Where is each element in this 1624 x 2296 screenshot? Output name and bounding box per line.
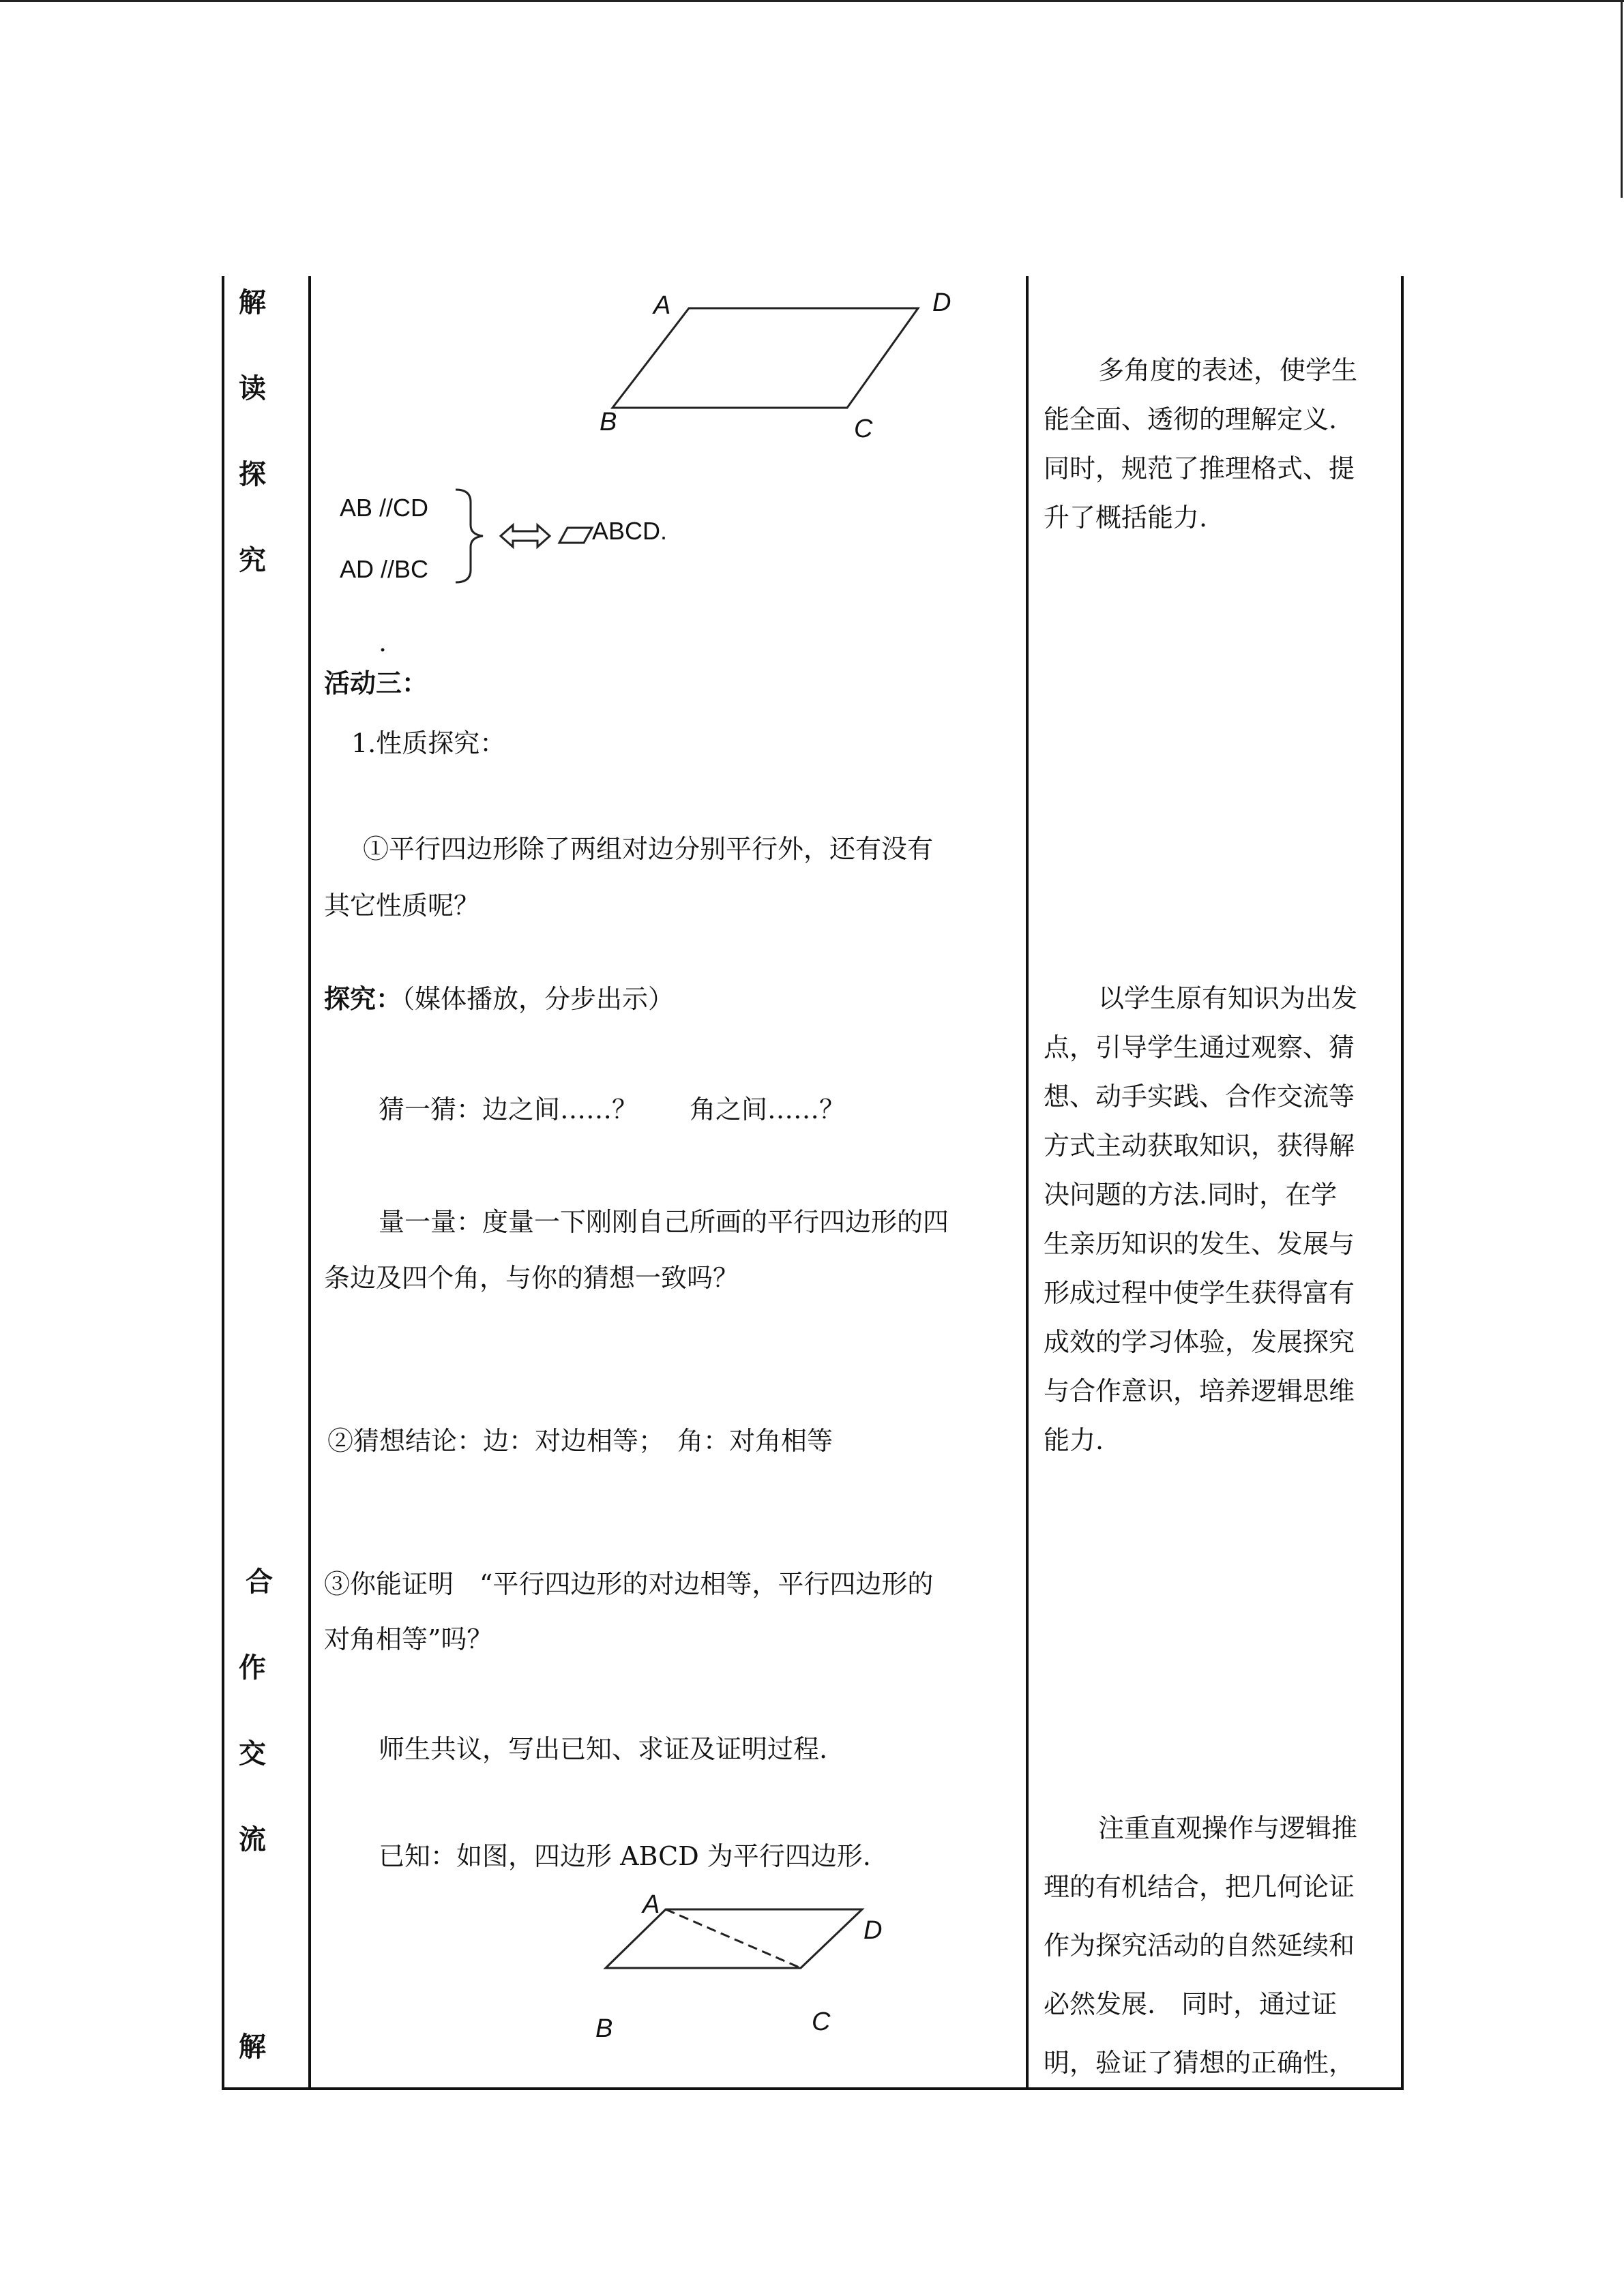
table-left-border bbox=[222, 276, 224, 2090]
comment-line: 升了概括能力. bbox=[1044, 503, 1208, 533]
comment-line: 作为探究活动的自然延续和 bbox=[1044, 1930, 1355, 1960]
vertex-label-b: B bbox=[595, 2014, 613, 2043]
parallelogram-figure-1 bbox=[593, 286, 975, 450]
vertex-label-a: A bbox=[643, 1890, 660, 1919]
activity-title: 活动三： bbox=[324, 668, 428, 698]
explore-line bbox=[324, 979, 674, 1019]
comment-line: 想、动手实践、合作交流等 bbox=[1044, 1082, 1355, 1112]
comment-line: 理的有机结合，把几何论证 bbox=[1044, 1872, 1355, 1902]
vertex-label-d: D bbox=[932, 288, 951, 317]
side-char: 交 bbox=[239, 1738, 266, 1770]
comment-line: 必然发展. 同时，通过证 bbox=[1044, 1989, 1338, 2019]
comment-line: 点，引导学生通过观察、猜 bbox=[1044, 1032, 1355, 1062]
side-char: 解 bbox=[239, 2031, 266, 2063]
table-col-divider-2 bbox=[1026, 276, 1029, 2090]
table-col-divider-1 bbox=[308, 276, 311, 2090]
side-char: 读 bbox=[239, 373, 266, 404]
side-char: 探 bbox=[239, 459, 266, 490]
measure-line-1: 量一量：度量一下刚刚自己所画的平行四边形的四 bbox=[379, 1207, 949, 1237]
side-char: 合 bbox=[246, 1566, 273, 1598]
question-1-line-1: ①平行四边形除了两组对边分别平行外，还有没有 bbox=[363, 834, 934, 864]
comment-line: 明，验证了猜想的正确性， bbox=[1044, 2048, 1355, 2078]
item-title: 1.性质探究： bbox=[351, 728, 506, 758]
explore-text: （媒体播放，分步出示） bbox=[402, 984, 675, 1014]
definition-result: ABCD. bbox=[592, 517, 668, 545]
comment-line: 成效的学习体验，发展探究 bbox=[1044, 1327, 1355, 1357]
question-1-line-2: 其它性质呢？ bbox=[324, 891, 480, 921]
vertex-label-b: B bbox=[600, 408, 617, 436]
comment-block-3 bbox=[1044, 1799, 1398, 2092]
given-line: 已知：如图，四边形 ABCD 为平行四边形. bbox=[379, 1841, 871, 1871]
vertex-label-c: C bbox=[812, 2008, 831, 2036]
comment-line: 同时，规范了推理格式、提 bbox=[1044, 453, 1355, 483]
page-top-border bbox=[0, 0, 1624, 2]
discuss-line: 师生共议，写出已知、求证及证明过程. bbox=[379, 1734, 828, 1764]
vertex-label-a: A bbox=[653, 291, 671, 320]
definition-line-2: AD //BC bbox=[340, 555, 429, 583]
comment-line: 决问题的方法.同时，在学 bbox=[1044, 1180, 1338, 1210]
conclusion-line: ②猜想结论：边：对边相等； 角：对角相等 bbox=[327, 1426, 833, 1456]
vertex-label-c: C bbox=[854, 415, 873, 443]
side-char: 作 bbox=[239, 1652, 266, 1684]
comment-line: 多角度的表述，使学生 bbox=[1098, 355, 1358, 385]
question-3-line-1: ③你能证明 “平行四边形的对边相等，平行四边形的 bbox=[324, 1569, 934, 1599]
comment-line: 生亲历知识的发生、发展与 bbox=[1044, 1229, 1355, 1259]
measure-line-2: 条边及四个角，与你的猜想一致吗？ bbox=[324, 1263, 739, 1293]
comment-line: 以学生原有知识为出发 bbox=[1098, 983, 1358, 1013]
page-right-border bbox=[1621, 0, 1623, 198]
comment-line: 能全面、透彻的理解定义. bbox=[1044, 404, 1338, 434]
table-right-border bbox=[1401, 276, 1404, 2090]
definition-line-1: AB //CD bbox=[340, 494, 429, 522]
explore-label: 探究： bbox=[324, 984, 402, 1014]
comment-line: 注重直观操作与逻辑推 bbox=[1098, 1813, 1358, 1843]
comment-line: 方式主动获取知识，获得解 bbox=[1044, 1131, 1355, 1161]
comment-line: 形成过程中使学生获得富有 bbox=[1044, 1278, 1355, 1308]
side-char: 解 bbox=[239, 287, 266, 318]
comment-line: 能力. bbox=[1044, 1425, 1104, 1455]
parallelogram-figure-2 bbox=[593, 1896, 907, 2032]
comment-line: 与合作意识，培养逻辑思维 bbox=[1044, 1376, 1355, 1406]
question-3-line-2: 对角相等”吗？ bbox=[324, 1624, 493, 1654]
side-char: 究 bbox=[239, 545, 266, 576]
comment-block-2 bbox=[1044, 974, 1398, 1465]
guess-line: 猜一猜：边之间……？ 角之间……？ bbox=[379, 1094, 846, 1124]
stray-dot: . bbox=[379, 627, 387, 657]
side-char: 流 bbox=[239, 1824, 266, 1855]
vertex-label-d: D bbox=[863, 1916, 883, 1945]
comment-block-1 bbox=[1044, 346, 1398, 542]
